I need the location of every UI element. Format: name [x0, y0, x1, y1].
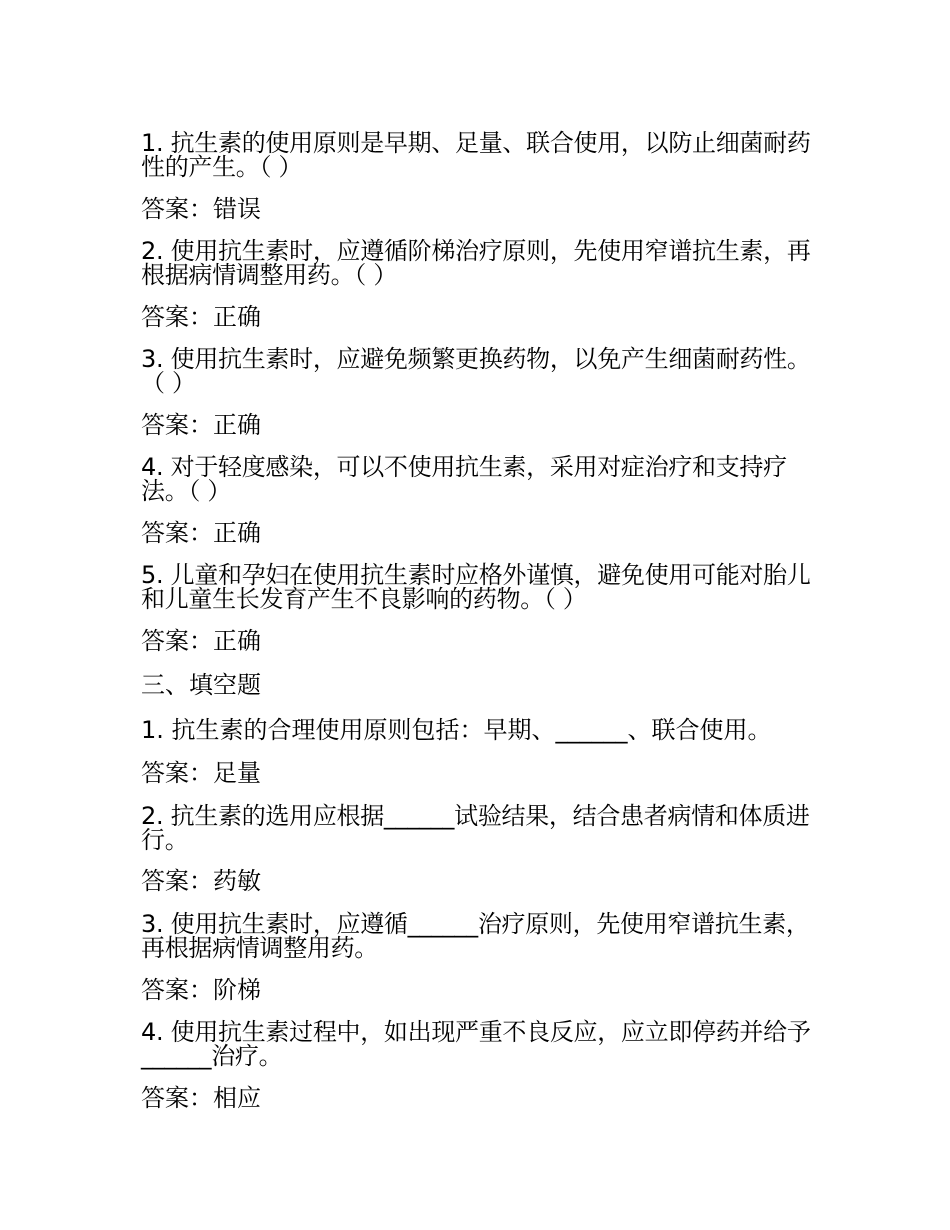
- judgment-question-5: 5. 儿童和孕妇在使用抗生素时应格外谨慎，避免使用可能对胎儿和儿童生长发育产生不良影响的药物。（ ）: [141, 561, 811, 613]
- judgment-question-2: 2. 使用抗生素时，应遵循阶梯治疗原则，先使用窄谱抗生素，再根据病情调整用药。（ ）: [141, 237, 811, 289]
- fill-question-4: 4. 使用抗生素过程中，如出现严重不良反应，应立即停药并给予______治疗。: [141, 1018, 811, 1070]
- fill-question-2: 2. 抗生素的选用应根据______试验结果，结合患者病情和体质进行。: [141, 802, 810, 854]
- fill-answer-4: 答案：相应: [141, 1084, 261, 1112]
- fill-question-3: 3. 使用抗生素时，应遵循______治疗原则，先使用窄谱抗生素，再根据病情调整用药。: [141, 910, 810, 962]
- judgment-answer-3: 答案：正确: [141, 411, 261, 439]
- judgment-answer-2: 答案：正确: [141, 303, 261, 331]
- judgment-answer-5: 答案：正确: [141, 627, 261, 655]
- judgment-answer-1: 答案：错误: [141, 195, 261, 223]
- judgment-question-4: 4. 对于轻度感染，可以不使用抗生素，采用对症治疗和支持疗法。（ ）: [141, 453, 787, 505]
- section-title: 三、填空题: [141, 671, 261, 699]
- fill-answer-1: 答案：足量: [141, 759, 261, 787]
- fill-answer-3: 答案：阶梯: [141, 976, 261, 1004]
- judgment-question-1: 1. 抗生素的使用原则是早期、足量、联合使用，以防止细菌耐药性的产生。（ ）: [141, 129, 811, 181]
- judgment-question-3: 3. 使用抗生素时，应避免频繁更换药物，以免产生细菌耐药性。（ ）: [141, 345, 811, 397]
- fill-question-1: 1. 抗生素的合理使用原则包括：早期、______、联合使用。: [141, 716, 772, 744]
- fill-answer-2: 答案：药敏: [141, 867, 261, 895]
- judgment-answer-4: 答案：正确: [141, 519, 261, 547]
